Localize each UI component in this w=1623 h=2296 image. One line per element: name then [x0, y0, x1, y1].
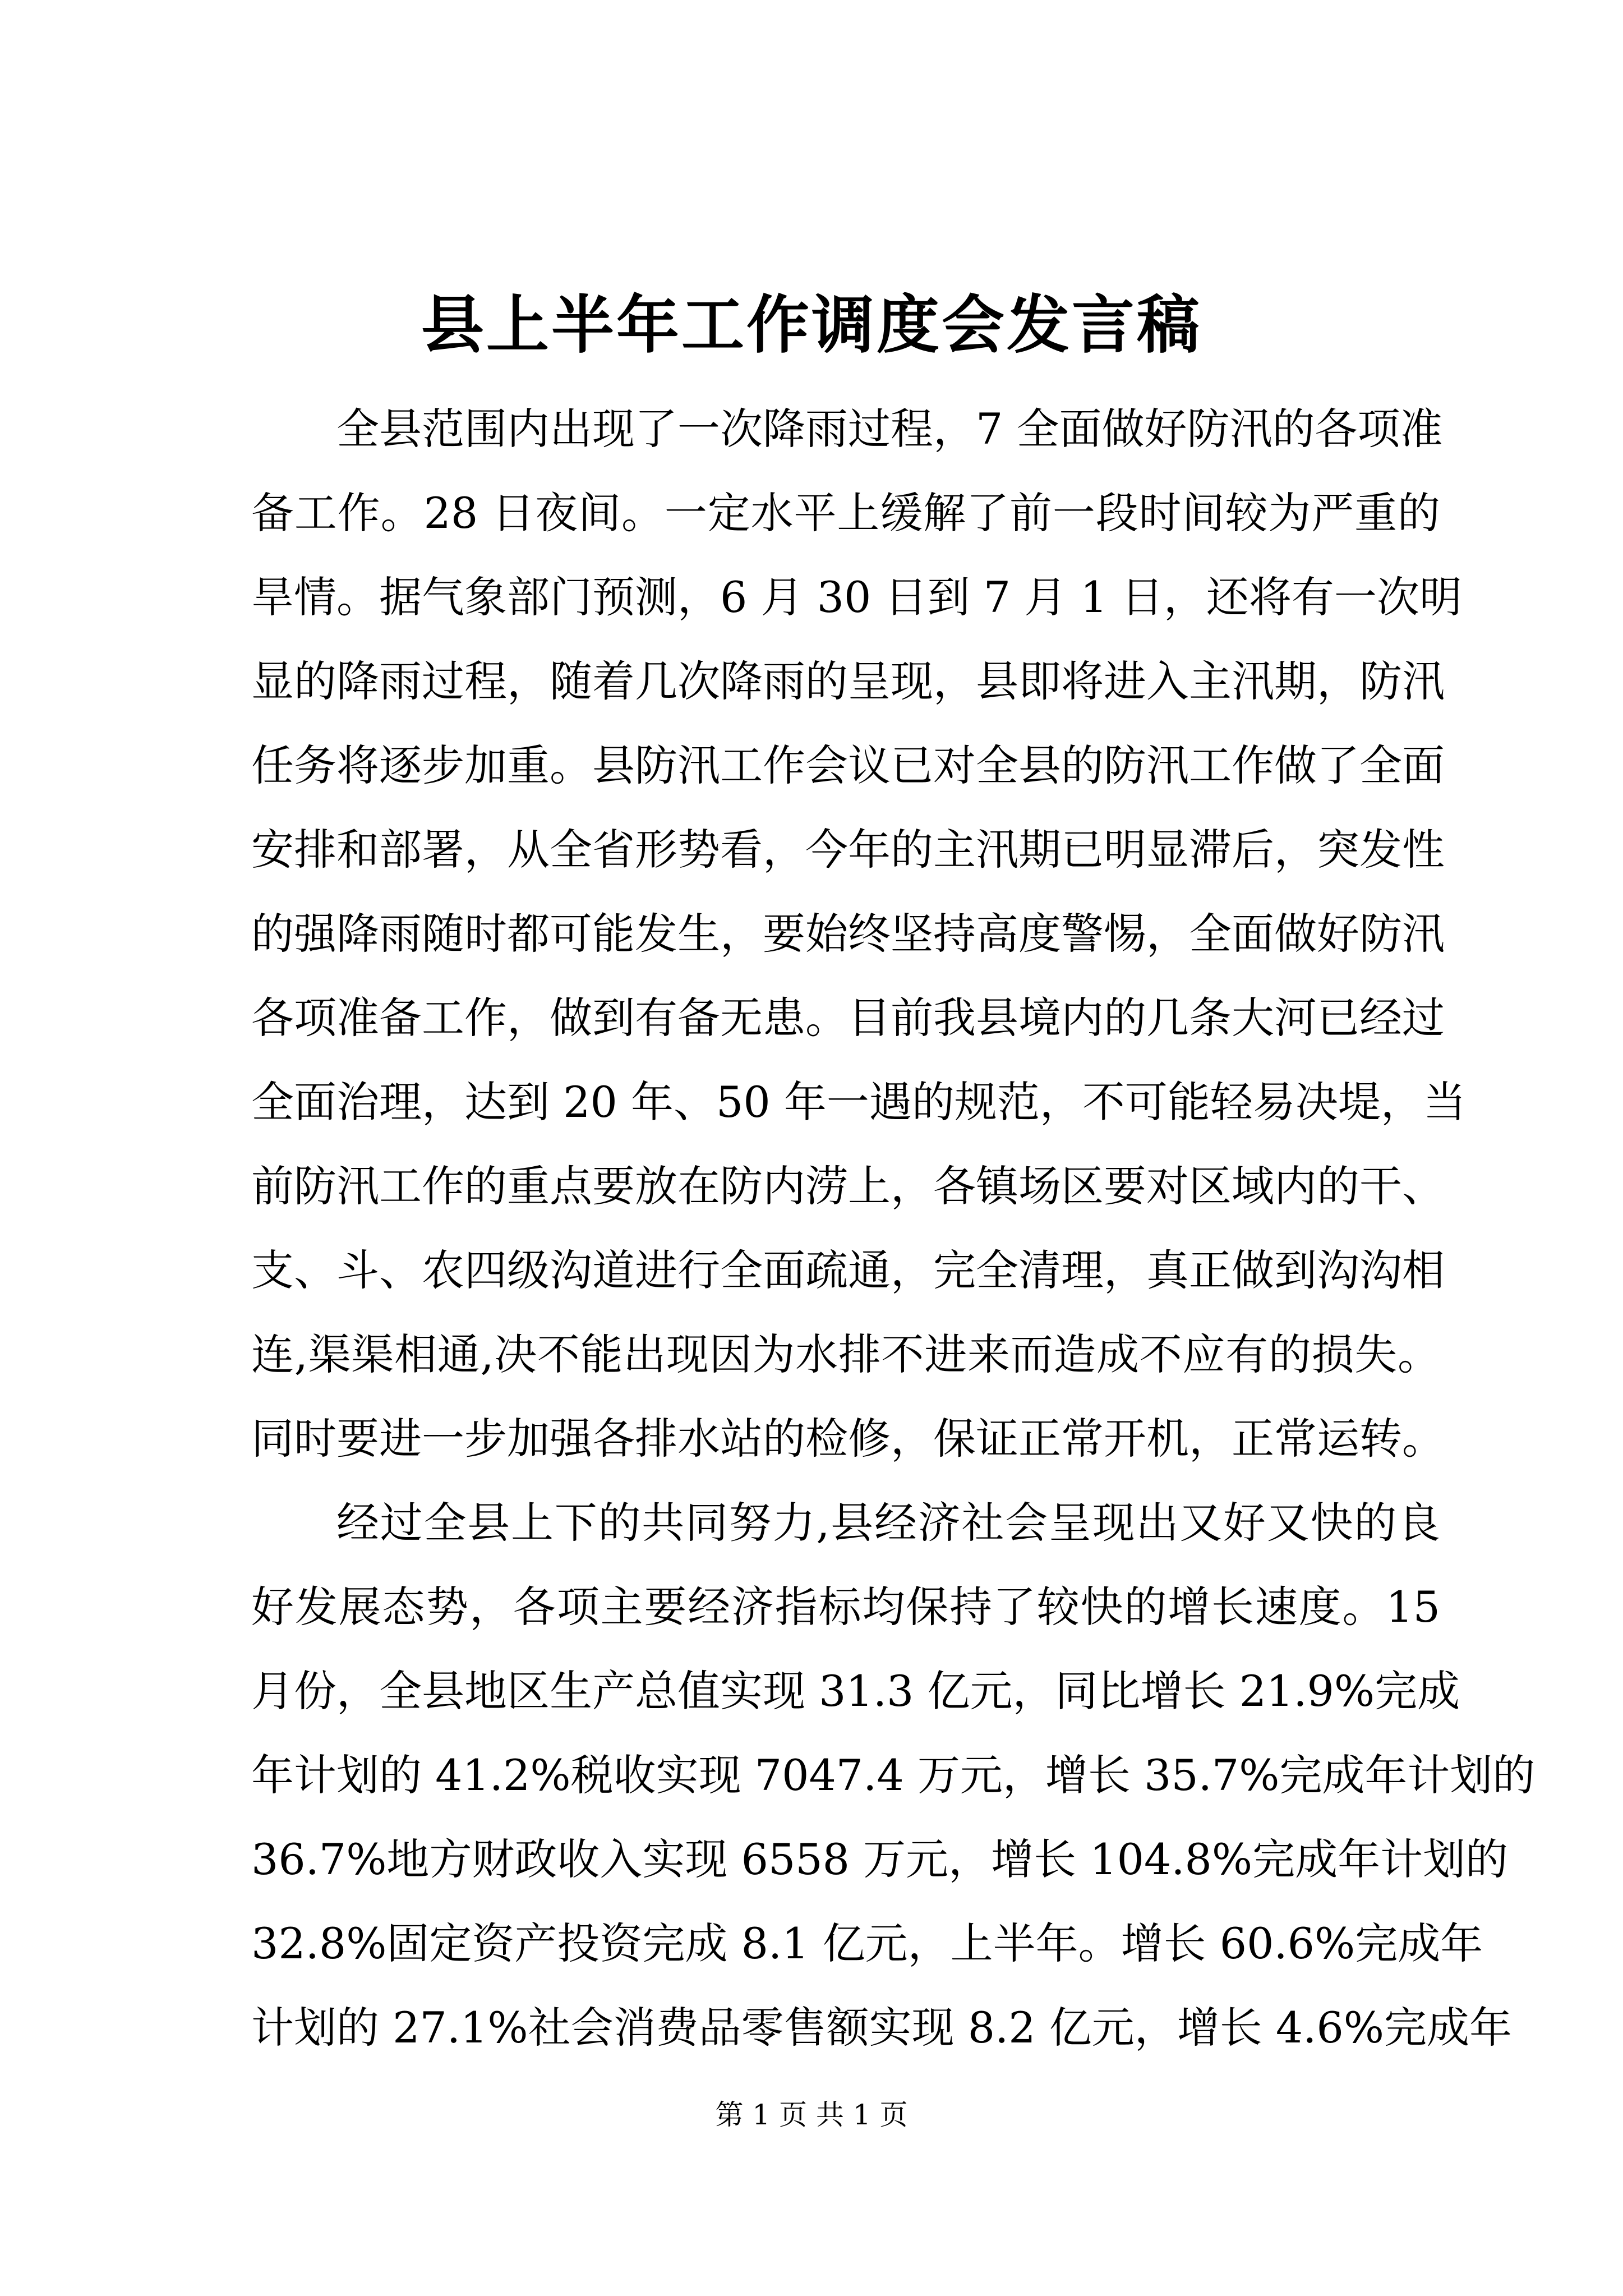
paragraph-line: 各项准备工作，做到有备无患。目前我县境内的几条大河已经过: [251, 993, 1445, 1043]
paragraph-line: 全县范围内出现了一次降雨过程，7 全面做好防汛的各项准: [336, 404, 1443, 454]
paragraph-line: 安排和部署，从全省形势看，今年的主汛期已明显滞后，突发性: [251, 825, 1445, 875]
paragraph-line: 同时要进一步加强各排水站的检修，保证正常开机，正常运转。: [251, 1414, 1445, 1464]
paragraph-line: 32.8%固定资产投资完成 8.1 亿元，上半年。增长 60.6%完成年: [251, 1918, 1483, 1968]
paragraph-line: 支、斗、农四级沟道进行全面疏通，完全清理，真正做到沟沟相: [251, 1245, 1445, 1295]
paragraph-line: 好发展态势，各项主要经济指标均保持了较快的增长速度。15: [251, 1582, 1440, 1632]
paragraph-line: 备工作。28 日夜间。一定水平上缓解了前一段时间较为严重的: [251, 488, 1440, 538]
paragraph-line: 的强降雨随时都可能发生，要始终坚持高度警惕，全面做好防汛: [251, 909, 1445, 959]
page-footer: 第 1 页 共 1 页: [715, 2099, 908, 2131]
document-body: [251, 387, 1536, 2070]
paragraph-line: 前防汛工作的重点要放在防内涝上，各镇场区要对区域内的干、: [251, 1161, 1445, 1211]
paragraph-line: 旱情。据气象部门预测，6 月 30 日到 7 月 1 日，还将有一次明: [251, 572, 1462, 622]
paragraph-line: 显的降雨过程，随着几次降雨的呈现，县即将进入主汛期，防汛: [251, 656, 1445, 706]
paragraph-line: 月份，全县地区生产总值实现 31.3 亿元，同比增长 21.9%完成: [251, 1666, 1460, 1716]
paragraph-line: 经过全县上下的共同努力,县经济社会呈现出又好又快的良: [336, 1498, 1440, 1548]
paragraph-line: 连,渠渠相通,决不能出现因为水排不进来而造成不应有的损失。: [251, 1329, 1440, 1379]
paragraph-line: 计划的 27.1%社会消费品零售额实现 8.2 亿元，增长 4.6%完成年: [251, 2003, 1513, 2053]
paragraph-line: 全面治理，达到 20 年、50 年一遇的规范，不可能轻易决堤，当: [251, 1077, 1466, 1127]
paragraph-line: 年计划的 41.2%税收实现 7047.4 万元，增长 35.7%完成年计划的: [251, 1750, 1536, 1800]
document-title: 县上半年工作调度会发言稿: [421, 288, 1202, 362]
paragraph-line: 36.7%地方财政收入实现 6558 万元，增长 104.8%完成年计划的: [251, 1834, 1509, 1884]
paragraph-line: 任务将逐步加重。县防汛工作会议已对全县的防汛工作做了全面: [251, 740, 1445, 790]
